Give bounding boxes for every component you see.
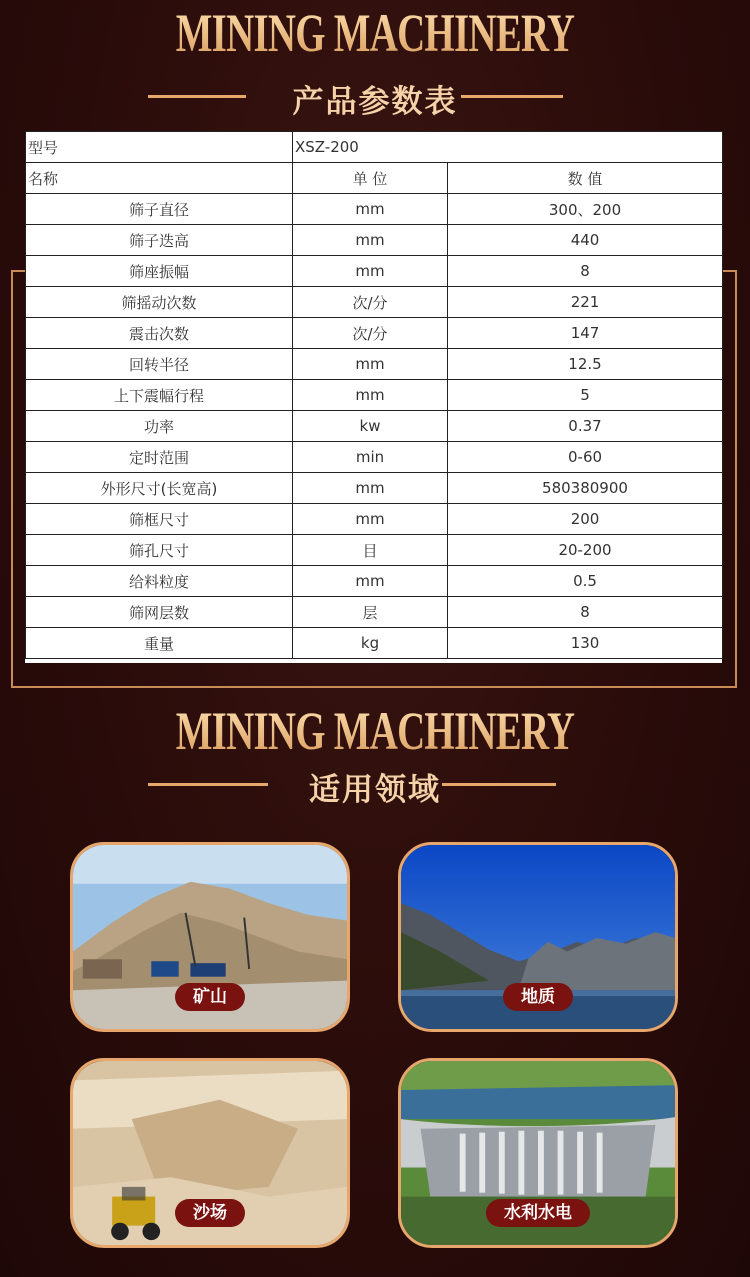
param-unit-cell: 目 <box>293 535 448 566</box>
table-row <box>26 194 723 225</box>
param-name-cell: 给料粒度 <box>26 566 293 597</box>
param-unit-cell: 次/分 <box>293 287 448 318</box>
param-unit-cell: mm <box>293 380 448 411</box>
param-value-cell: 147 <box>448 318 723 349</box>
table-row <box>26 380 723 411</box>
field-card-geology[interactable] <box>398 842 678 1032</box>
table-row <box>26 287 723 318</box>
param-name-cell: 筛摇动次数 <box>26 287 293 318</box>
header-unit: 单 位 <box>293 163 448 194</box>
param-name-cell: 重量 <box>26 628 293 659</box>
table-row <box>26 628 723 659</box>
param-name-cell: 筛网层数 <box>26 597 293 628</box>
param-unit-cell: 次/分 <box>293 318 448 349</box>
param-unit-cell: mm <box>293 225 448 256</box>
param-value-cell: 5 <box>448 380 723 411</box>
fields-heading <box>0 764 750 808</box>
param-unit-cell: mm <box>293 504 448 535</box>
divider-line <box>461 95 563 98</box>
param-unit-cell: 层 <box>293 597 448 628</box>
table-row <box>26 318 723 349</box>
params-heading <box>0 76 750 120</box>
param-value-cell: 200 <box>448 504 723 535</box>
table-row <box>26 473 723 504</box>
param-value-cell: 580380900 <box>448 473 723 504</box>
param-unit-cell: mm <box>293 349 448 380</box>
param-value-cell: 20-200 <box>448 535 723 566</box>
param-name-cell: 筛子迭高 <box>26 225 293 256</box>
param-name-cell: 回转半径 <box>26 349 293 380</box>
field-card-sand[interactable] <box>70 1058 350 1248</box>
param-value-cell: 440 <box>448 225 723 256</box>
table-header-row <box>26 163 723 194</box>
param-name-cell: 筛框尺寸 <box>26 504 293 535</box>
brand-title: MINING MACHINERY <box>105 2 645 64</box>
params-table <box>25 131 722 663</box>
param-name-cell: 定时范围 <box>26 442 293 473</box>
fields-title: 适用领域 <box>309 772 441 808</box>
param-name-cell: 功率 <box>26 411 293 442</box>
table-row <box>26 442 723 473</box>
field-label: 沙场 <box>175 1199 245 1227</box>
param-name-cell: 筛座振幅 <box>26 256 293 287</box>
table-row <box>26 535 723 566</box>
table-row <box>26 225 723 256</box>
table-row <box>26 256 723 287</box>
param-unit-cell: mm <box>293 256 448 287</box>
param-unit-cell: mm <box>293 566 448 597</box>
model-value: XSZ-200 <box>293 132 723 163</box>
param-name-cell: 筛孔尺寸 <box>26 535 293 566</box>
param-value-cell: 0-60 <box>448 442 723 473</box>
table-row <box>26 349 723 380</box>
table-row <box>26 132 723 163</box>
param-unit-cell: mm <box>293 194 448 225</box>
header-name: 名称 <box>26 163 293 194</box>
field-card-hydro[interactable] <box>398 1058 678 1248</box>
brand-title: MINING MACHINERY <box>105 700 645 762</box>
field-label: 矿山 <box>175 983 245 1011</box>
field-label: 地质 <box>503 983 573 1011</box>
params-title: 产品参数表 <box>292 84 458 120</box>
param-unit-cell: kw <box>293 411 448 442</box>
field-card-mine[interactable] <box>70 842 350 1032</box>
param-unit-cell: mm <box>293 473 448 504</box>
param-value-cell: 0.37 <box>448 411 723 442</box>
param-unit-cell: min <box>293 442 448 473</box>
model-label: 型号 <box>26 132 293 163</box>
param-value-cell: 221 <box>448 287 723 318</box>
param-value-cell: 0.5 <box>448 566 723 597</box>
param-name-cell: 筛子直径 <box>26 194 293 225</box>
divider-line <box>442 783 556 786</box>
param-value-cell: 8 <box>448 256 723 287</box>
param-name-cell: 震击次数 <box>26 318 293 349</box>
param-value-cell: 300、200 <box>448 194 723 225</box>
param-name-cell: 上下震幅行程 <box>26 380 293 411</box>
param-unit-cell: kg <box>293 628 448 659</box>
field-label: 水利水电 <box>486 1199 590 1227</box>
table-row <box>26 504 723 535</box>
param-value-cell: 130 <box>448 628 723 659</box>
table-row <box>26 597 723 628</box>
param-name-cell: 外形尺寸(长宽高) <box>26 473 293 504</box>
table-row <box>26 411 723 442</box>
param-value-cell: 12.5 <box>448 349 723 380</box>
table-row <box>26 566 723 597</box>
header-value: 数 值 <box>448 163 723 194</box>
param-value-cell: 8 <box>448 597 723 628</box>
